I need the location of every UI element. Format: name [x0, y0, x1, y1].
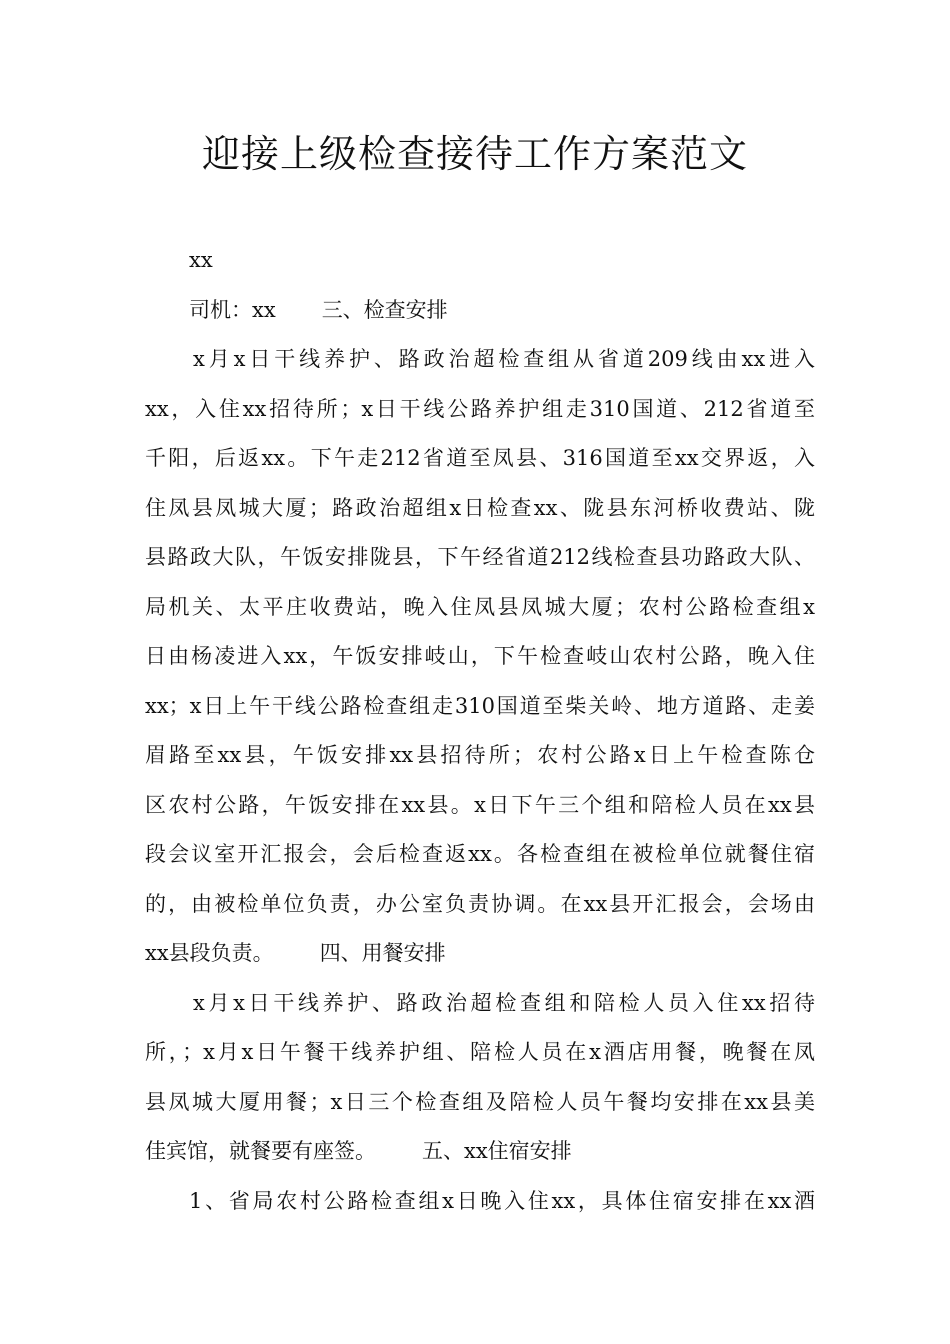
paragraph-line: xx；x日上午干线公路检查组走310国道至柴关岭、地方道路、走姜	[145, 693, 815, 718]
paragraph-line: 局机关、太平庄收费站，晚入住凤县凤城大厦；农村公路检查组x	[145, 594, 815, 619]
paragraph-line: xx	[189, 248, 213, 272]
section-heading: 四、用餐安排	[319, 941, 446, 965]
section-heading: 五、xx住宿安排	[422, 1139, 572, 1163]
paragraph-line: 1、省局农村公路检查组x日晚入住xx，具体住宿安排在xx酒	[189, 1188, 815, 1213]
paragraph-line: 住凤县凤城大厦；路政治超组x日检查xx、陇县东河桥收费站、陇	[145, 495, 815, 520]
paragraph-line: x月x日干线养护、路政治超检查组从省道209线由xx进入	[193, 347, 815, 371]
paragraph-end-text: xx县段负责。	[145, 941, 274, 965]
paragraph-end-text: 佳宾馆，就餐要有座签。	[145, 1139, 376, 1163]
paragraph-line: 的，由被检单位负责，办公室负责协调。在xx县开汇报会，会场由	[145, 891, 815, 916]
paragraph-line: 日由杨凌进入xx，午饭安排岐山，下午检查岐山农村公路，晚入住	[145, 644, 815, 668]
paragraph-line: 所，；x月x日午餐干线养护组、陪检人员在x酒店用餐，晚餐在凤	[145, 1040, 815, 1064]
section-heading: 三、检查安排	[321, 297, 448, 322]
driver-text: 司机：xx	[189, 297, 276, 322]
document-body	[145, 236, 815, 1226]
paragraph-line: xx，入住xx招待所；x日干线公路养护组走310国道、212省道至	[145, 396, 815, 421]
paragraph-line: x月x日干线养护、路政治超检查组和陪检人员入住xx招待	[193, 990, 815, 1015]
paragraph-line: 区农村公路，午饭安排在xx县。x日下午三个组和陪检人员在xx县	[145, 792, 815, 817]
paragraph-line: 眉路至xx县，午饭安排xx县招待所；农村公路x日上午检查陈仓	[145, 743, 815, 767]
paragraph-line	[145, 286, 815, 336]
document-title: 迎接上级检查接待工作方案范文	[201, 132, 748, 176]
paragraph-line: 县凤城大厦用餐；x日三个检查组及陪检人员午餐均安排在xx县美	[145, 1089, 815, 1114]
paragraph-line: 千阳，后返xx。下午走212省道至凤县、316国道至xx交界返，入	[145, 446, 815, 470]
paragraph-line	[145, 929, 815, 979]
paragraph-line: 段会议室开汇报会，会后检查返xx。各检查组在被检单位就餐住宿	[145, 842, 815, 866]
paragraph-line	[145, 1127, 815, 1177]
paragraph-line: 县路政大队，午饭安排陇县，下午经省道212线检查县功路政大队、	[145, 545, 815, 569]
